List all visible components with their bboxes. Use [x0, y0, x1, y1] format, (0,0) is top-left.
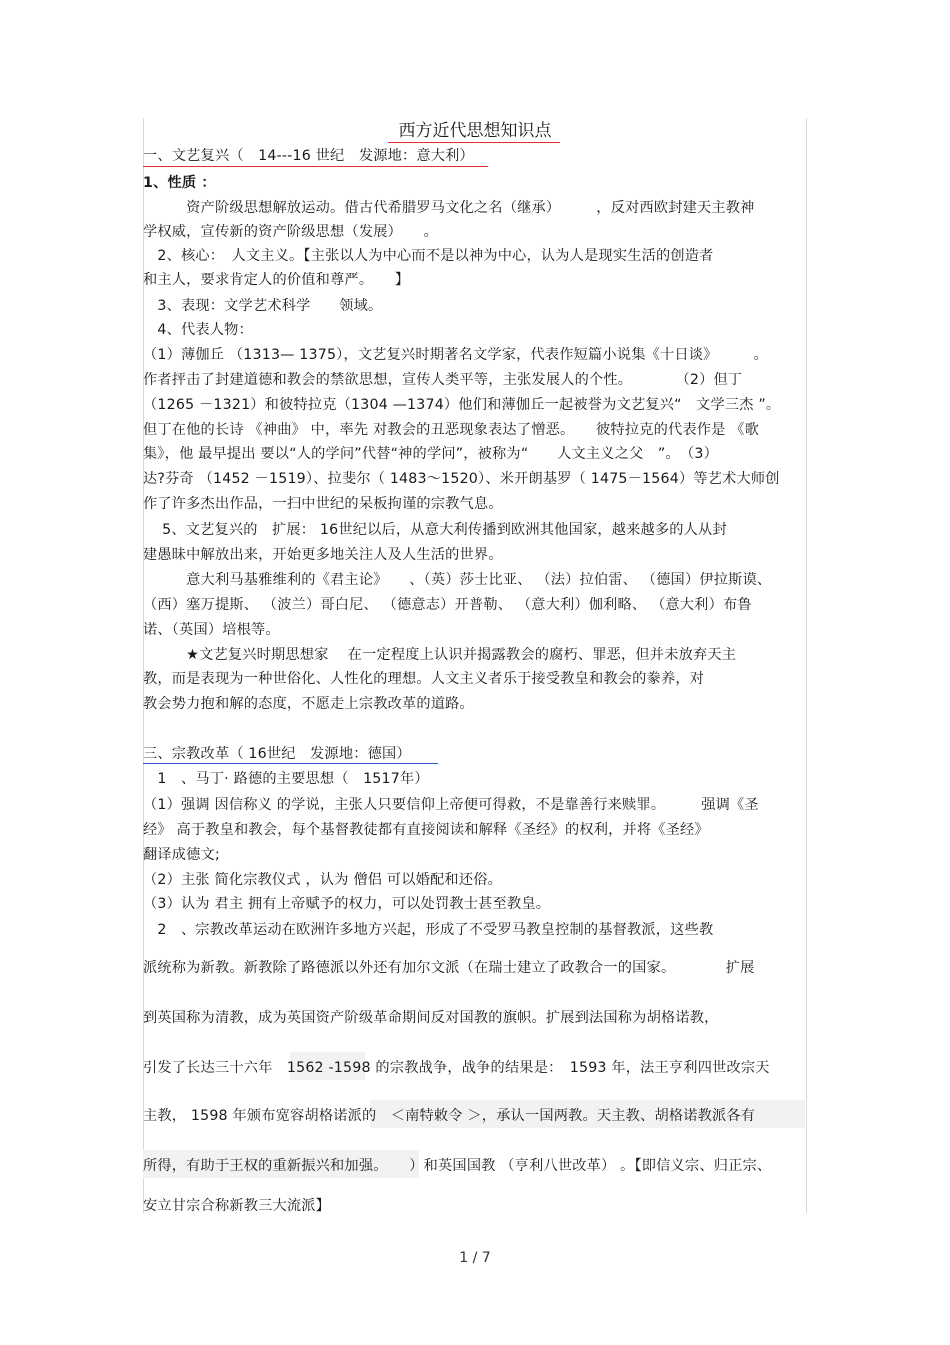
text-line: 2、核心： 人文主义。【主张以人为中心而不是以神为中心，认为人是现实生活的创造者	[143, 248, 714, 264]
text-line: 教会势力抱和解的态度，不愿走上宗教改革的道路。	[143, 696, 474, 712]
heading-underline	[143, 166, 488, 167]
text-line: 5、文艺复兴的 扩展： 16世纪以后，从意大利传播到欧洲其他国家，越来越多的人从封	[143, 522, 727, 538]
text-line: （西）塞万提斯、 （波兰）哥白尼、 （德意志）开普勒、 （意大利）伽利略、 （意大利）布鲁	[143, 597, 752, 613]
heading-underline	[143, 763, 438, 764]
text-line: 建愚昧中解放出来，开始更多地关注人及人生活的世界。	[143, 547, 503, 563]
text-line: 经》 高于教皇和教会，每个基督教徒都有直接阅读和解释《圣经》的权利，并将《圣经》	[143, 822, 709, 838]
section-heading-reformation: 三、宗教改革（ 16世纪 发源地：德国）	[143, 746, 411, 762]
text-line: 到英国称为清教，成为英国资产阶级革命期间反对国教的旗帜。扩展到法国称为胡格诺教，	[143, 1010, 719, 1026]
section-heading-renaissance: 一、文艺复兴（ 14---16 世纪 发源地：意大利）	[143, 148, 474, 164]
text-line: 作者抨击了封建道德和教会的禁欲思想，宣传人类平等，主张发展人的个性。 （2）但丁	[143, 372, 743, 388]
text-line: （1）薄伽丘 （1313— 1375），文艺复兴时期著名文学家，代表作短篇小说集《十日谈》 。	[143, 347, 768, 363]
text-line: （1265 －1321）和彼特拉克（1304 —1374）他们和薄伽丘一起被誉为文艺复兴“ 文学三杰 ”。	[143, 397, 781, 413]
text-line: 作了许多杰出作品，一扫中世纪的呆板拘谨的宗教气息。	[143, 496, 503, 512]
page-title: 西方近代思想知识点	[398, 121, 552, 141]
text-line: 引发了长达三十六年 1562 -1598 的宗教战争，战争的结果是： 1593 年，法王亨利四世改宗天	[143, 1060, 770, 1076]
text-line: 集》，他 最早提出 要以“人的学问”代替“神的学问”，被称为“ 人文主义之父 ”。 （3）	[143, 446, 718, 462]
text-line: 教，而是表现为一种世俗化、人性化的理想。人文主义者乐于接受教皇和教会的豢养，对	[143, 671, 705, 687]
text-line: 达?芬奇 （1452 －1519）、拉斐尔（ 1483～1520）、米开朗基罗（ 1475－1564）等艺术大师创	[143, 471, 780, 487]
text-line: 学权威，宣传新的资产阶级思想（发展） 。	[143, 224, 439, 240]
text-line: （1）强调 因信称义 的学说，主张人只要信仰上帝便可得救，不是靠善行来赎罪。 强调《圣	[143, 797, 759, 813]
text-line: 主教， 1598 年颁布宽容胡格诺派的 ＜南特敕令 ＞，承认一国两教。天主教、胡格诺教派各有	[143, 1108, 756, 1124]
text-line: （3）认为 君主 拥有上帝赋予的权力，可以处罚教士甚至教皇。	[143, 896, 551, 912]
text-line: 2 、宗教改革运动在欧洲许多地方兴起，形成了不受罗马教皇控制的基督教派，这些教	[143, 922, 714, 938]
text-line: 翻译成德文;	[143, 847, 220, 863]
text-line: 3、表现：文学艺术科学 领域。	[143, 298, 383, 314]
text-line: 1 、马丁· 路德的主要思想（ 1517年）	[143, 771, 429, 787]
text-line: 派统称为新教。新教除了路德派以外还有加尔文派（在瑞士建立了政教合一的国家。 扩展	[143, 960, 755, 976]
title-underline	[388, 142, 560, 143]
text-line: 意大利马基雅维利的《君主论》 、（英）莎士比亚、 （法）拉伯雷、 （德国）伊拉斯谟、	[143, 572, 772, 588]
text-line: 安立甘宗合称新教三大流派】	[143, 1198, 331, 1214]
text-line: 和主人，要求肯定人的价值和尊严。 】	[143, 272, 410, 288]
text-line: 诺、（英国）培根等。	[143, 622, 280, 638]
text-line: ★文艺复兴时期思想家 在一定程度上认识并揭露教会的腐朽、罪恶，但并未放弃天主	[143, 647, 737, 663]
text-line: 但丁在他的长诗 《神曲》 中，率先 对教会的丑恶现象表达了憎恶。 彼特拉克的代表作是 《歌	[143, 422, 760, 438]
text-line: 1、性质 ：	[143, 175, 216, 191]
page-number: 1 / 7	[459, 1250, 491, 1266]
text-line: 所得，有助于王权的重新振兴和加强。 ）和英国国教 （亨利八世改革） 。【即信义宗、归正宗、	[143, 1158, 772, 1174]
text-line: 4、代表人物：	[143, 322, 253, 338]
text-line: （2）主张 简化宗教仪式 ，认为 僧侣 可以婚配和还俗。	[143, 872, 502, 888]
text-line: 资产阶级思想解放运动。借古代希腊罗马文化之名（继承） ，反对西欧封建天主教神	[143, 200, 755, 216]
